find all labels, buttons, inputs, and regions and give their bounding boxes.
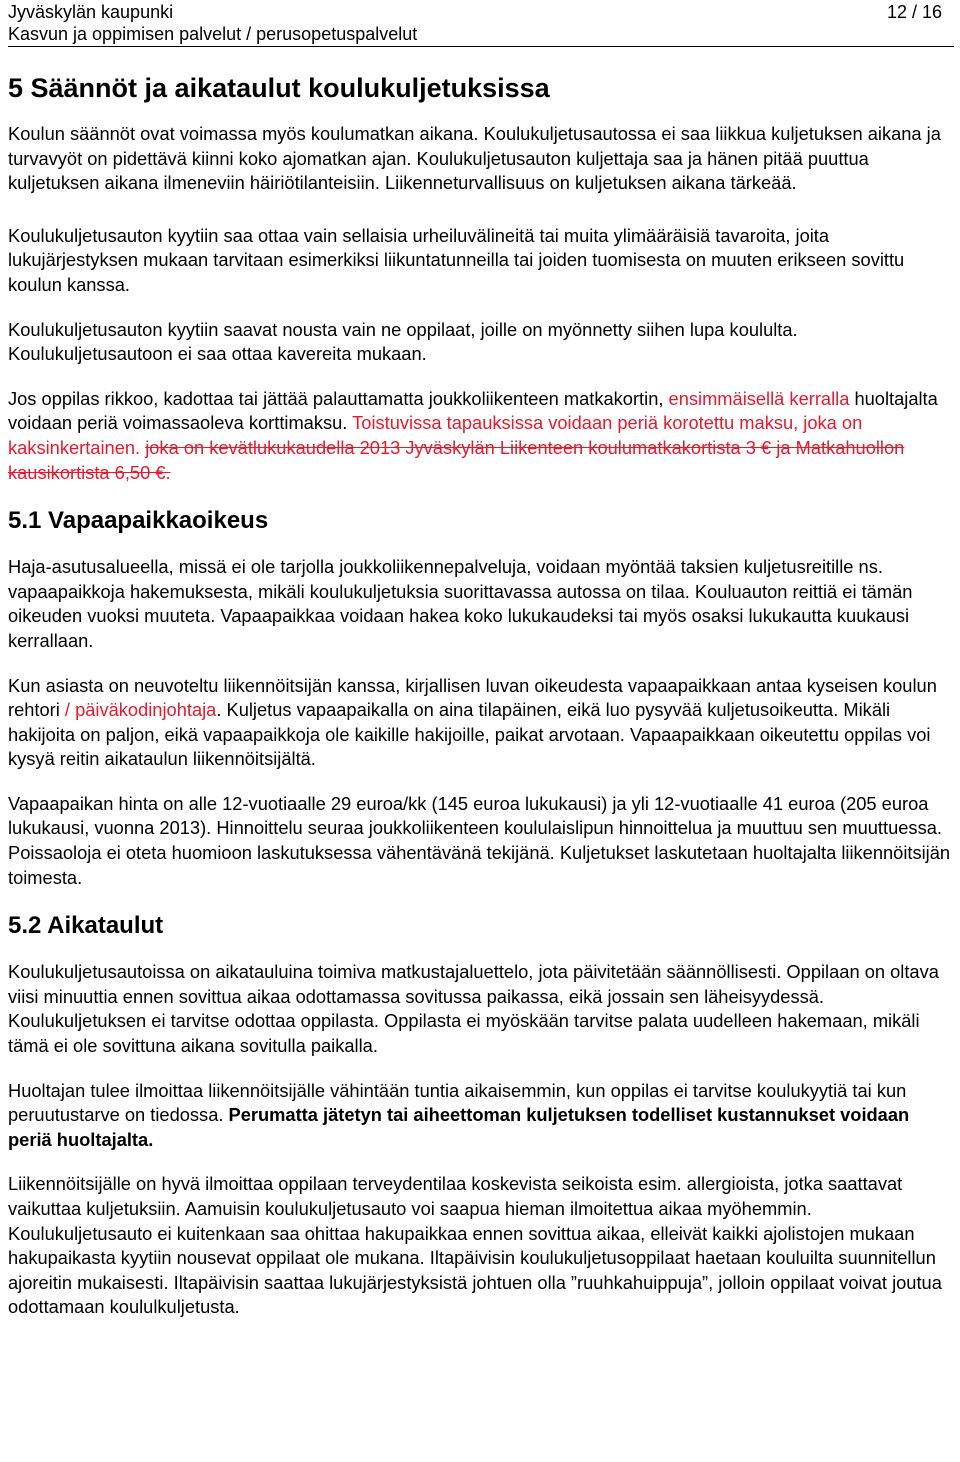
section-5-1-paragraph-3: Vapaapaikan hinta on alle 12-vuotiaalle 29 euroa/kk (145 euroa lukukausi) ja yli 12-vuotiaalle 41 euroa (205 euroa lukukausi, vuonna 2013). Hinnoittelu seuraa joukkoliikenteen koululaislipun hinnoittelua ja muuttuu sen muuttuessa. Poissaoloja ei oteta huomioon laskutuksessa vähentävänä tekijänä. Kuljetukset laskutetaan huoltajalta liikennöitsijän toimesta. [8,792,951,888]
p4-revision-insert-1: ensimmäisellä kerralla [668,387,850,409]
section-5-2-paragraph-3: Liikennöitsijälle on hyvä ilmoittaa oppilaan terveydentilaa koskevista seikoista esim. allergioista, jotka saattavat vaikuttaa kuljetuksiin. Aamuisin koulukuljetusauto voi saapua hieman ilmoitettua aikaa myöhemmin. Koulukuljetusauto ei kuitenkaan saa ohittaa hakupaikkaa ennen sovittua aikaa, elleivät kaikki ajolistojen mukaan hakupaikasta kyytiin nousevat oppilaat ole mukana. Iltapäivisin koulukuljetusoppilaat haetaan kouluilta suunnitellun ajoreitin mukaisesti. Iltapäivisin saattaa lukujärjestyksistä johtuen olla ”ruuhkahuippuja”, jolloin oppilaat voivat joutua odottamaan koululkuljetusta. [8,1173,942,1318]
section-5-2-paragraph-2 [8,1079,956,1153]
header-organization: Jyväskylän kaupunki [8,2,174,22]
section-5-paragraph-1: Koulun säännöt ovat voimassa myös koulumatkan aikana. Koulukuljetusautossa ei saa liikkua kuljetuksen aikana ja turvavyöt on pidettävä kiinni koko ajomatkan ajan. Koulukuljetusauton kuljettaja saa ja hänen pitää puuttua kuljetuksen aikana ilmeneviin häiriötilanteisiin. Liikenneturvallisuus on kuljetuksen aikana tärkeää. [8,123,941,194]
s51-p2-text-b: . Kuljetus vapaapaikalla on aina tilapäinen, eikä luo pysyvää kuljetusoikeutta. Mikäli hakijoita on paljon, eikä vapaapaikkoja ole kaikille hakijoille, paikat arvotaan. Vapaapaikkaan oikeutettu oppilas voi kysyä reitin aikataulun liikennöitsijältä. [8,699,931,770]
p4-text-b: huoltajalta voidaan periä voimassaoleva korttimaksu. [8,387,938,434]
section-5-1-paragraph-1: Haja-asutusalueella, missä ei ole tarjolla joukkoliikennepalveluja, voidaan myöntää taksien kuljetusreitille ns. vapaapaikkoja hakemuksesta, mikäli koulukuljetuksia suorittavassa autossa on tilaa. Kouluauton reittiä ei tämän oikeuden vuoksi muuteta. Vapaapaikkaa voidaan hakea koko lukukaudeksi tai myös osaksi lukukautta kuukausi kerrallaan. [8,556,913,651]
section-5-2-heading: 5.2 Aikataulut [8,912,164,940]
section-5-paragraph-3: Koulukuljetusauton kyytiin saavat nousta vain ne oppilaat, joille on myönnetty siihen lupa koululta. Koulukuljetusautoon ei saa ottaa kavereita mukaan. [8,318,798,365]
p4-revision-insert-2: Toistuvissa tapauksissa voidaan periä korotettu maksu, joka on kaksinkertainen. [8,412,863,458]
document-page [8,0,956,1320]
section-5-1-paragraph-2 [8,674,956,772]
section-5-1-heading: 5.1 Vapaapaikkaoikeus [8,507,269,535]
s52-p2-bold-text: Perumatta jätetyn tai aiheettoman kuljetuksen todelliset kustannukset voidaan periä huoltajalta. [8,1104,910,1150]
s51-p2-text-a: Kun asiasta on neuvoteltu liikennöitsijän kanssa, kirjallisen luvan oikeudesta vapaapaikkaan antaa kyseisen koulun rehtori [8,674,937,721]
s52-p2-text: Huoltajan tulee ilmoittaa liikennöitsijälle vähintään tuntia aikaisemmin, kun oppilas ei tarvitse koulukyytiä tai kun peruutustarve on tiedossa. [8,1079,907,1126]
header-rule [8,46,954,47]
section-5-paragraph-4 [8,387,956,485]
p4-revision-deletion: joka on kevätlukukaudella 2013 Jyväskylän Liikenteen koulumatkakortista 3 € ja Matkahuollon kausikortista 6,50 €. [8,436,905,483]
section-5-paragraph-2: Koulukuljetusauton kyytiin saa ottaa vain sellaisia urheiluvälineitä tai muita ylimääräisiä tavaroita, joita lukujärjestyksen mukaan tarvitaan esimerkiksi liikuntatunneilla tai joiden tuomisesta on muuten erikseen sovittu koulun kanssa. [8,224,905,295]
p4-text-a: Jos oppilas rikkoo, kadottaa tai jättää palauttamatta joukkoliikenteen matkakortin, [8,387,669,409]
page-header [8,0,956,46]
section-5-heading: 5 Säännöt ja aikataulut koulukuljetuksissa [8,73,550,103]
section-5-2-paragraph-1: Koulukuljetusautoissa on aikatauluina toimiva matkustajaluettelo, jota päivitetään säännöllisesti. Oppilaan on oltava viisi minuuttia ennen sovittua aikaa odottamassa sovitussa paikassa, eikä jossain sen läheisyydessä. Koulukuljetuksen ei tarvitse odottaa oppilasta. Oppilasta ei myöskään tarvitse palata uudelleen hakemaan, mikäli tämä ei ole sovittuna aikana sovitulla paikalla. [8,961,939,1057]
header-department: Kasvun ja oppimisen palvelut / perusopetuspalvelut [8,24,418,44]
s51-p2-revision-insert: / päiväkodinjohtaja [59,699,217,721]
page-number: 12 / 16 [886,2,942,22]
